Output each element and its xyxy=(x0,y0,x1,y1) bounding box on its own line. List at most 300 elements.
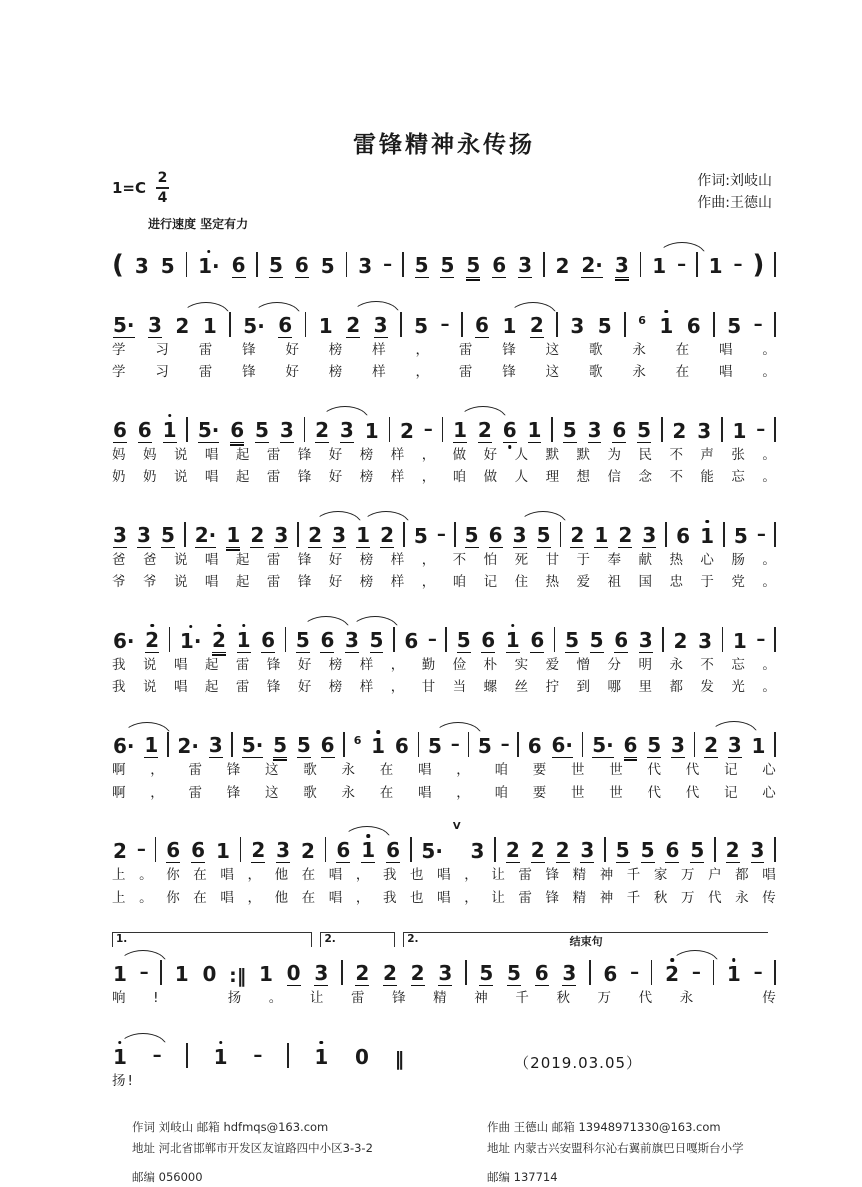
lyric-char: 代 xyxy=(708,889,722,906)
note xyxy=(517,252,533,278)
lyric-char: ， xyxy=(421,574,436,591)
lyric-char: 啊 xyxy=(112,762,126,778)
note xyxy=(300,841,316,863)
note xyxy=(641,522,657,548)
lyric-char: 拧 xyxy=(545,679,560,696)
note xyxy=(174,313,190,338)
duration-dash: – xyxy=(440,313,450,335)
note-digit: 1 xyxy=(652,253,667,278)
note xyxy=(373,312,389,338)
note-digit: 2 xyxy=(505,838,520,863)
notes-row xyxy=(112,617,776,653)
lyric-row xyxy=(112,761,776,781)
lyric-char: 唱 xyxy=(418,784,432,801)
note xyxy=(313,1044,329,1069)
volta-text: 结束句 xyxy=(569,935,603,949)
barline xyxy=(454,522,456,547)
lyric-char: 民 xyxy=(638,446,652,463)
note xyxy=(112,736,136,758)
barline xyxy=(714,837,716,862)
note-digit: 5 xyxy=(414,252,429,277)
lyric-char: 雷 xyxy=(518,889,532,906)
note-digit: 5 xyxy=(562,417,577,442)
note-digit: 6 xyxy=(261,627,276,652)
lyric-char: 在 xyxy=(379,762,394,778)
lyric-char: 习 xyxy=(155,341,169,358)
lyric-gap xyxy=(186,989,200,1009)
lyric-char: ， xyxy=(247,889,261,906)
note xyxy=(651,253,667,278)
note xyxy=(357,253,373,278)
note xyxy=(112,964,128,986)
note-digit: 6 xyxy=(166,838,181,863)
note xyxy=(112,522,128,548)
lyric-char: 说 xyxy=(173,469,188,486)
note-digit: 5 xyxy=(273,733,288,757)
note-digit: 2· xyxy=(194,522,217,547)
note-digit: 6 xyxy=(113,417,127,442)
lyric-char: 传 xyxy=(762,889,776,906)
note-digit: 6 xyxy=(475,312,489,337)
lyric-char: 锋 xyxy=(297,446,312,463)
lyric-char: 献 xyxy=(638,551,652,568)
lyric-char: 样 xyxy=(390,446,405,463)
lyric-char: 。 xyxy=(762,656,776,673)
lyric-char: 忘 xyxy=(731,469,745,486)
notes-row xyxy=(112,242,776,278)
note xyxy=(512,522,528,548)
note-digit: 5 xyxy=(733,523,748,548)
lyric-char: 这 xyxy=(545,341,560,358)
lyric-char: 螺 xyxy=(483,679,498,696)
note xyxy=(258,964,274,986)
lyric-char: 人 xyxy=(514,446,529,463)
lyric-char: 他 xyxy=(274,889,289,906)
note-digit: 2 xyxy=(380,522,395,547)
lyric-char: 唱 xyxy=(762,867,776,884)
note xyxy=(732,628,748,653)
note-digit: 2· xyxy=(177,734,199,758)
note xyxy=(382,963,398,986)
lyric-char: 妈 xyxy=(142,446,157,463)
lyric-char: 说 xyxy=(173,446,188,463)
lyric-char: 在 xyxy=(301,889,316,906)
barline xyxy=(418,732,420,757)
note-digit: 5 xyxy=(565,627,580,652)
lyric-char: 在 xyxy=(675,341,690,358)
note xyxy=(202,313,218,338)
duration-dash: – xyxy=(756,523,766,545)
notes-row xyxy=(112,407,776,443)
lyric-char: 住 xyxy=(514,574,529,591)
barline xyxy=(774,312,776,337)
octave-dot-high xyxy=(150,624,154,628)
note xyxy=(176,736,200,758)
note-digit: 5 xyxy=(647,733,662,757)
note xyxy=(277,312,293,338)
lyric-char: 好 xyxy=(328,469,343,486)
lyric-row xyxy=(112,341,776,361)
note xyxy=(335,840,351,863)
note-digit: 3 xyxy=(570,313,585,338)
note xyxy=(410,963,426,986)
lyric-char: 让 xyxy=(491,867,505,884)
lyric-char: 在 xyxy=(379,784,394,801)
key-signature: 1=C xyxy=(112,178,147,197)
note xyxy=(731,418,747,443)
breath-mark-icon: V xyxy=(452,821,461,833)
lyric-char: 哪 xyxy=(607,679,621,696)
lyric-char: 锋 xyxy=(545,867,559,884)
note xyxy=(527,417,543,443)
note-digit: 3 xyxy=(470,839,485,864)
lyric-char: 心 xyxy=(762,784,776,801)
barline xyxy=(713,312,715,337)
lyric-char: 永 xyxy=(632,341,646,358)
note xyxy=(536,522,552,548)
note-digit: 2 xyxy=(410,961,425,986)
lyric-char: 样 xyxy=(390,574,405,591)
song-title: 雷锋精神永传扬 xyxy=(353,132,535,158)
note xyxy=(213,1044,229,1069)
lyric-char: 锋 xyxy=(226,762,241,778)
note xyxy=(112,1044,128,1069)
lyric-char: 雷 xyxy=(458,364,473,381)
note-digit: 2 xyxy=(477,417,492,442)
lyric-char: 朴 xyxy=(483,656,498,673)
note xyxy=(580,252,604,278)
time-signature-line xyxy=(156,187,169,189)
barline xyxy=(554,627,556,652)
note xyxy=(144,627,160,653)
lyric-row xyxy=(112,784,776,804)
duration-dash: – xyxy=(756,418,766,440)
lyric-row xyxy=(112,551,776,571)
note-digit: 1 xyxy=(527,417,542,442)
note-digit: 6 xyxy=(638,313,646,327)
barline xyxy=(403,522,405,547)
composer-address-line: 地址 内蒙古兴安盟科尔沁右翼前旗巴日嘎斯台小学 xyxy=(487,1140,744,1155)
note-digit: 1 xyxy=(700,523,715,548)
note-digit: 1 xyxy=(364,418,379,443)
note-digit: 6 xyxy=(623,733,638,757)
barline xyxy=(287,1043,289,1068)
lyric-char: ， xyxy=(150,784,164,801)
lyric-char: 世 xyxy=(609,762,623,778)
note-digit: 3 xyxy=(614,252,629,277)
note-digit: 2 xyxy=(308,522,322,547)
note xyxy=(201,964,217,986)
octave-dot-high xyxy=(665,310,669,314)
duration-dash: – xyxy=(500,734,510,755)
note xyxy=(675,523,691,548)
lyric-char: 咱 xyxy=(494,762,508,778)
note-digit: 1 xyxy=(113,962,127,987)
note-digit: 5 xyxy=(637,417,652,442)
volta-label: 2. xyxy=(324,933,336,946)
lyric-char: 信 xyxy=(607,469,621,486)
note xyxy=(587,417,603,443)
note xyxy=(502,417,518,443)
note-digit: 3 xyxy=(638,627,653,652)
note xyxy=(751,736,767,758)
note xyxy=(697,628,713,653)
lyric-char: 说 xyxy=(173,551,188,568)
note xyxy=(614,252,630,278)
note xyxy=(364,418,380,443)
note-digit: 6 xyxy=(191,838,206,863)
final-barline: ‖ xyxy=(394,1047,405,1070)
note-digit: 1 xyxy=(258,962,273,987)
lyric-row xyxy=(112,866,776,886)
note xyxy=(136,522,152,548)
note-digit: 1 xyxy=(732,628,747,653)
note xyxy=(750,840,766,863)
note-digit: 6 xyxy=(686,313,701,338)
barline xyxy=(543,252,545,277)
note-digit: 6 xyxy=(488,522,503,547)
note-digit: 5 xyxy=(295,627,310,652)
note-digit: 0 xyxy=(202,962,217,987)
lyric-row xyxy=(112,989,776,1009)
lyric-char: ， xyxy=(421,469,436,486)
lyric-char: 锋 xyxy=(297,551,312,568)
lyric-char: 榜 xyxy=(328,656,343,673)
lyric-char: 唱 xyxy=(418,762,432,778)
lyric-char: 憎 xyxy=(576,656,591,673)
note-digit: 1 xyxy=(726,962,741,987)
lyric-char: 我 xyxy=(112,679,126,696)
lyric-char: 默 xyxy=(576,446,591,463)
note-digit: 5· xyxy=(592,733,614,757)
notes-row xyxy=(112,1033,404,1069)
note-digit: 5 xyxy=(466,252,481,277)
volta-label: 1. xyxy=(116,933,128,946)
lyric-row xyxy=(112,573,776,593)
note xyxy=(296,735,312,758)
note xyxy=(726,964,742,986)
lyric-char: 让 xyxy=(309,990,324,1007)
note xyxy=(344,627,360,653)
note-digit: 5 xyxy=(296,733,311,757)
lyric-char: 锋 xyxy=(545,889,559,906)
lyric-char: 好 xyxy=(285,341,299,358)
lyric-char: 于 xyxy=(700,574,714,591)
key-time-row xyxy=(112,171,248,205)
lyric-char: 于 xyxy=(576,551,591,568)
lyric-char: 秋 xyxy=(556,990,570,1007)
lyric-char: 甘 xyxy=(421,679,436,696)
lyric-char: 里 xyxy=(638,679,652,696)
barline xyxy=(231,732,233,757)
note-digit: 5 xyxy=(427,734,442,758)
note-digit: 3 xyxy=(279,417,294,442)
note xyxy=(250,840,266,863)
lyric-char: 这 xyxy=(265,762,279,778)
lyric-char: 响 xyxy=(112,990,126,1007)
note xyxy=(689,840,705,863)
note xyxy=(664,964,680,986)
note xyxy=(197,417,221,443)
note-digit: 6 xyxy=(676,523,691,548)
duration-dash: – xyxy=(253,1044,263,1066)
note-digit: 3 xyxy=(750,838,765,863)
note xyxy=(638,627,654,653)
note-digit: 2 xyxy=(355,961,370,986)
note xyxy=(273,522,289,548)
duration-dash: – xyxy=(630,962,640,984)
note-digit: 5 xyxy=(269,252,283,277)
lyric-char: 榜 xyxy=(359,469,374,486)
note-digit: 6 xyxy=(386,838,400,863)
note-digit: 5· xyxy=(241,733,264,757)
barline xyxy=(160,960,162,985)
barline xyxy=(774,627,776,652)
lyric-char: 死 xyxy=(514,551,529,568)
barline xyxy=(186,252,188,277)
volta-label: 2. xyxy=(407,933,419,946)
note xyxy=(589,627,605,653)
note xyxy=(355,522,371,548)
note-digit: 6 xyxy=(502,417,517,442)
note-digit: 2 xyxy=(399,418,414,443)
note-digit: 2 xyxy=(529,312,544,337)
note-digit: 3 xyxy=(332,522,347,547)
lyric-char: 都 xyxy=(669,679,683,696)
lyric-char: 这 xyxy=(265,784,279,801)
note xyxy=(564,627,580,653)
lyric-char: 样 xyxy=(372,364,386,381)
note-digit: 1 xyxy=(708,253,723,278)
note xyxy=(174,964,190,986)
music-line xyxy=(112,407,776,488)
octave-dot-low xyxy=(508,445,512,449)
note xyxy=(671,418,687,443)
lyric-char: 。 xyxy=(762,446,776,463)
note-digit: 2 xyxy=(346,312,361,337)
lyric-char: 理 xyxy=(545,469,560,486)
barline xyxy=(305,312,307,337)
composition-date: （2019.03.05） xyxy=(514,1053,643,1072)
notes-row xyxy=(112,722,776,758)
parenthesis: ) xyxy=(752,249,765,280)
volta-bracket xyxy=(403,932,768,947)
note xyxy=(369,627,385,653)
lyric-char: 在 xyxy=(675,364,690,381)
barline xyxy=(662,627,664,652)
note xyxy=(360,840,376,863)
note xyxy=(480,627,496,653)
lyric-char: 学 xyxy=(112,364,126,381)
music-line xyxy=(112,302,776,383)
lyric-char: 千 xyxy=(626,889,641,906)
lyric-char: 榜 xyxy=(359,551,374,568)
barline xyxy=(184,522,186,547)
note-digit: 1 xyxy=(453,417,468,442)
note-digit: 1 xyxy=(371,734,386,758)
composer-contact xyxy=(487,1117,744,1186)
note xyxy=(534,963,550,986)
notes-row xyxy=(112,302,776,338)
music-line xyxy=(112,242,776,278)
barline xyxy=(774,522,776,547)
lyric-char: 好 xyxy=(328,551,343,568)
octave-dot-high xyxy=(511,624,515,628)
lyric-row xyxy=(112,656,776,676)
note xyxy=(194,522,218,548)
lyric-char: 起 xyxy=(235,551,250,568)
lyric-char: 锋 xyxy=(242,364,256,381)
contact-footer xyxy=(132,1117,776,1186)
lyric-char: 。 xyxy=(139,867,153,884)
note xyxy=(268,252,284,278)
barline xyxy=(694,732,696,757)
lyric-char: 。 xyxy=(762,574,776,591)
lyric-char: 代 xyxy=(638,990,653,1007)
lyric-char: 你 xyxy=(166,867,180,884)
lyric-char: 榜 xyxy=(328,341,343,358)
lyric-char: 榜 xyxy=(328,364,343,381)
lyric-char: 。 xyxy=(139,889,153,906)
lyric-char: 分 xyxy=(607,656,621,673)
lyric-char: 雷 xyxy=(188,784,202,801)
lyric-char: 锋 xyxy=(242,341,256,358)
sheet-music-page xyxy=(112,0,776,1187)
grace-note xyxy=(353,729,363,748)
lyric-char: 。 xyxy=(762,341,776,358)
music-line xyxy=(112,617,776,698)
note xyxy=(208,735,224,758)
note-digit: 1 xyxy=(751,734,766,758)
repeat-barline: :‖ xyxy=(229,965,247,988)
note xyxy=(354,963,370,986)
lyric-char: ， xyxy=(464,867,478,884)
note-digit: 1 xyxy=(732,418,747,443)
note-digit: 5 xyxy=(160,253,175,278)
note-digit: 1 xyxy=(202,313,217,338)
lyric-char: 俭 xyxy=(452,656,467,673)
note-digit: 6 xyxy=(231,252,246,277)
barline xyxy=(393,627,395,652)
duration-dash: – xyxy=(756,628,766,650)
lyric-char: 热 xyxy=(669,551,683,568)
note-digit: 2 xyxy=(145,627,160,652)
lyric-char: 唱 xyxy=(328,867,343,884)
barline xyxy=(461,312,463,337)
octave-dot-high xyxy=(670,958,674,962)
note xyxy=(477,736,493,758)
note-digit: 6 xyxy=(294,252,309,277)
duration-dash: – xyxy=(733,253,743,275)
lyric-char: 心 xyxy=(700,551,714,568)
lyric-row xyxy=(112,678,776,698)
lyric-char: 好 xyxy=(297,679,312,696)
duration-dash: – xyxy=(753,962,763,984)
composer-zip-line: 邮编 137714 xyxy=(487,1169,558,1184)
barline xyxy=(713,960,715,985)
barline xyxy=(696,252,698,277)
note-digit: 1 xyxy=(505,627,520,652)
lyric-char: 我 xyxy=(382,867,397,884)
lyric-char: 雷 xyxy=(266,574,281,591)
note-digit: 1 xyxy=(502,313,517,338)
note xyxy=(529,312,545,338)
note xyxy=(561,963,577,986)
lyric-char: 党 xyxy=(731,574,745,591)
barline xyxy=(661,417,663,442)
lyric-char: 能 xyxy=(700,469,714,486)
lyric-char: 好 xyxy=(297,656,312,673)
